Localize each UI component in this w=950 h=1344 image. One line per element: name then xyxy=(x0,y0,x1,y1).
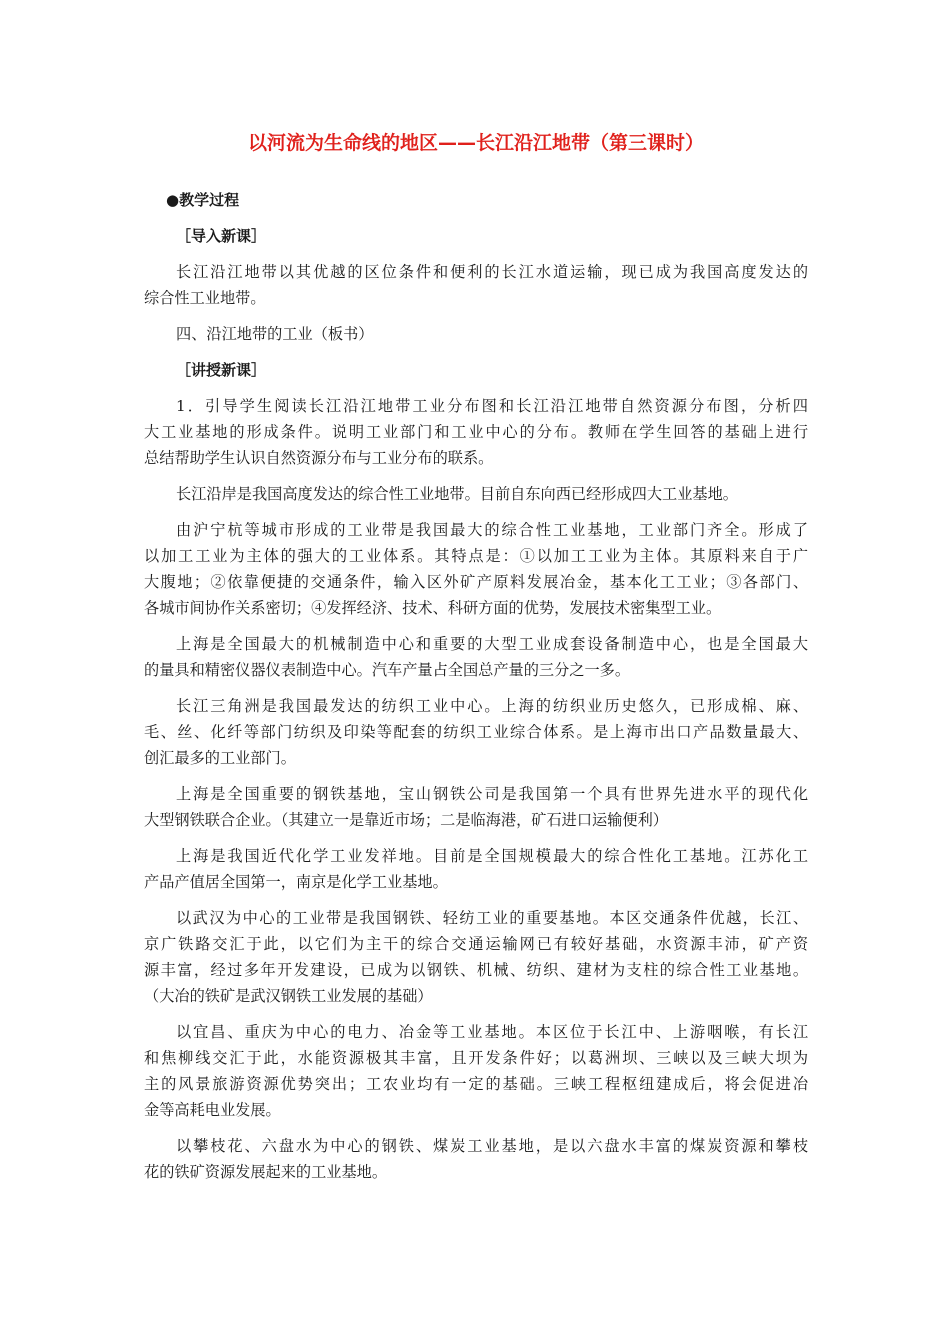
text-line: 1．引导学生阅读长江沿江地带工业分布图和长江沿江地带自然资源分布图，分析四 xyxy=(176,397,808,415)
text-line: 上海是全国最大的机械制造中心和重要的大型工业成套设备制造中心，也是全国最大 xyxy=(176,635,808,653)
text-line: 长江沿江地带以其优越的区位条件和便利的长江水道运输，现已成为我国高度发达的 xyxy=(176,263,808,281)
intro-paragraph xyxy=(144,259,808,311)
text-line: 各城市间协作关系密切；④发挥经济、技术、科研方面的优势，发展技术密集型工业。 xyxy=(144,599,722,617)
paragraph-chemical xyxy=(144,843,808,895)
text-line: 金等高耗电业发展。 xyxy=(144,1101,281,1119)
text-line: 长江沿岸是我国高度发达的综合性工业地带。目前自东向西已经形成四大工业基地。 xyxy=(176,485,738,503)
lecture-heading xyxy=(144,357,808,383)
intro-heading xyxy=(144,223,808,249)
text-line: 京广铁路交汇于此，以它们为主干的综合交通运输网已有较好基础，水资源丰沛，矿产资 xyxy=(144,935,808,953)
text-line: 创汇最多的工业部门。 xyxy=(144,749,296,767)
text-line: 以加工工业为主体的强大的工业体系。其特点是：①以加工工业为主体。其原料来自于广 xyxy=(144,547,808,565)
text-line: 主的风景旅游资源优势突出；工农业均有一定的基础。三峡工程枢纽建成后，将会促进冶 xyxy=(144,1075,808,1093)
text-line: 大型钢铁联合企业。（其建立一是靠近市场；二是临海港，矿石进口运输便利） xyxy=(144,811,668,829)
intro-heading-label: ［导入新课］ xyxy=(176,227,267,245)
paragraph-panzhihua xyxy=(144,1133,808,1185)
text-line: 以宜昌、重庆为中心的电力、冶金等工业基地。本区位于长江中、上游咽喉，有长江 xyxy=(176,1023,808,1041)
paragraph-yichang-chongqing xyxy=(144,1019,808,1123)
page-title: 以河流为生命线的地区——长江沿江地带（第三课时） xyxy=(247,132,704,154)
board-note xyxy=(144,321,808,347)
document-body xyxy=(144,187,808,1185)
text-line: 长江三角洲是我国最发达的纺织工业中心。上海的纺织业历史悠久，已形成棉、麻、 xyxy=(176,697,808,715)
text-line: 上海是我国近代化学工业发祥地。目前是全国规模最大的综合性化工基地。江苏化工 xyxy=(176,847,808,865)
text-line: 花的铁矿资源发展起来的工业基地。 xyxy=(144,1163,387,1181)
text-line: 毛、丝、化纤等部门纺织及印染等配套的纺织工业综合体系。是上海市出口产品数量最大、 xyxy=(144,723,808,741)
text-line: 以武汉为中心的工业带是我国钢铁、轻纺工业的重要基地。本区交通条件优越，长江、 xyxy=(176,909,808,927)
paragraph-shanghai-machinery xyxy=(144,631,808,683)
text-line: 和焦柳线交汇于此，水能资源极其丰富，且开发条件好；以葛洲坝、三峡以及三峡大坝为 xyxy=(144,1049,808,1067)
text-line: 以攀枝花、六盘水为中心的钢铁、煤炭工业基地，是以六盘水丰富的煤炭资源和攀枝 xyxy=(176,1137,808,1155)
paragraph-steel xyxy=(144,781,808,833)
text-line: 上海是全国重要的钢铁基地，宝山钢铁公司是我国第一个具有世界先进水平的现代化 xyxy=(176,785,808,803)
paragraph-overview xyxy=(144,481,808,507)
text-line: 大工业基地的形成条件。说明工业部门和工业中心的分布。教师在学生回答的基础上进行 xyxy=(144,423,808,441)
text-line: 源丰富，经过多年开发建设，已成为以钢铁、机械、纺织、建材为支柱的综合性工业基地。 xyxy=(144,961,808,979)
board-note-label: 四、沿江地带的工业（板书） xyxy=(176,325,374,343)
paragraph-textile xyxy=(144,693,808,771)
text-line: 的量具和精密仪器仪表制造中心。汽车产量占全国总产量的三分之一多。 xyxy=(144,661,630,679)
text-line: 综合性工业地带。 xyxy=(144,289,266,307)
text-line: （大冶的铁矿是武汉钢铁工业发展的基础） xyxy=(144,987,433,1005)
text-line: 由沪宁杭等城市形成的工业带是我国最大的综合性工业基地，工业部门齐全。形成了 xyxy=(176,521,808,539)
paragraph-huningwhang xyxy=(144,517,808,621)
text-line: 大腹地；②依靠便捷的交通条件，输入区外矿产原料发展冶金，基本化工工业；③各部门、 xyxy=(144,573,808,591)
teaching-process-label: ●教学过程 xyxy=(166,191,240,209)
text-line: 产品产值居全国第一，南京是化学工业基地。 xyxy=(144,873,448,891)
teaching-process-heading xyxy=(144,187,808,213)
text-line: 总结帮助学生认识自然资源分布与工业分布的联系。 xyxy=(144,449,494,467)
paragraph-wuhan xyxy=(144,905,808,1009)
lecture-heading-label: ［讲授新课］ xyxy=(176,361,267,379)
paragraph-guide xyxy=(144,393,808,471)
